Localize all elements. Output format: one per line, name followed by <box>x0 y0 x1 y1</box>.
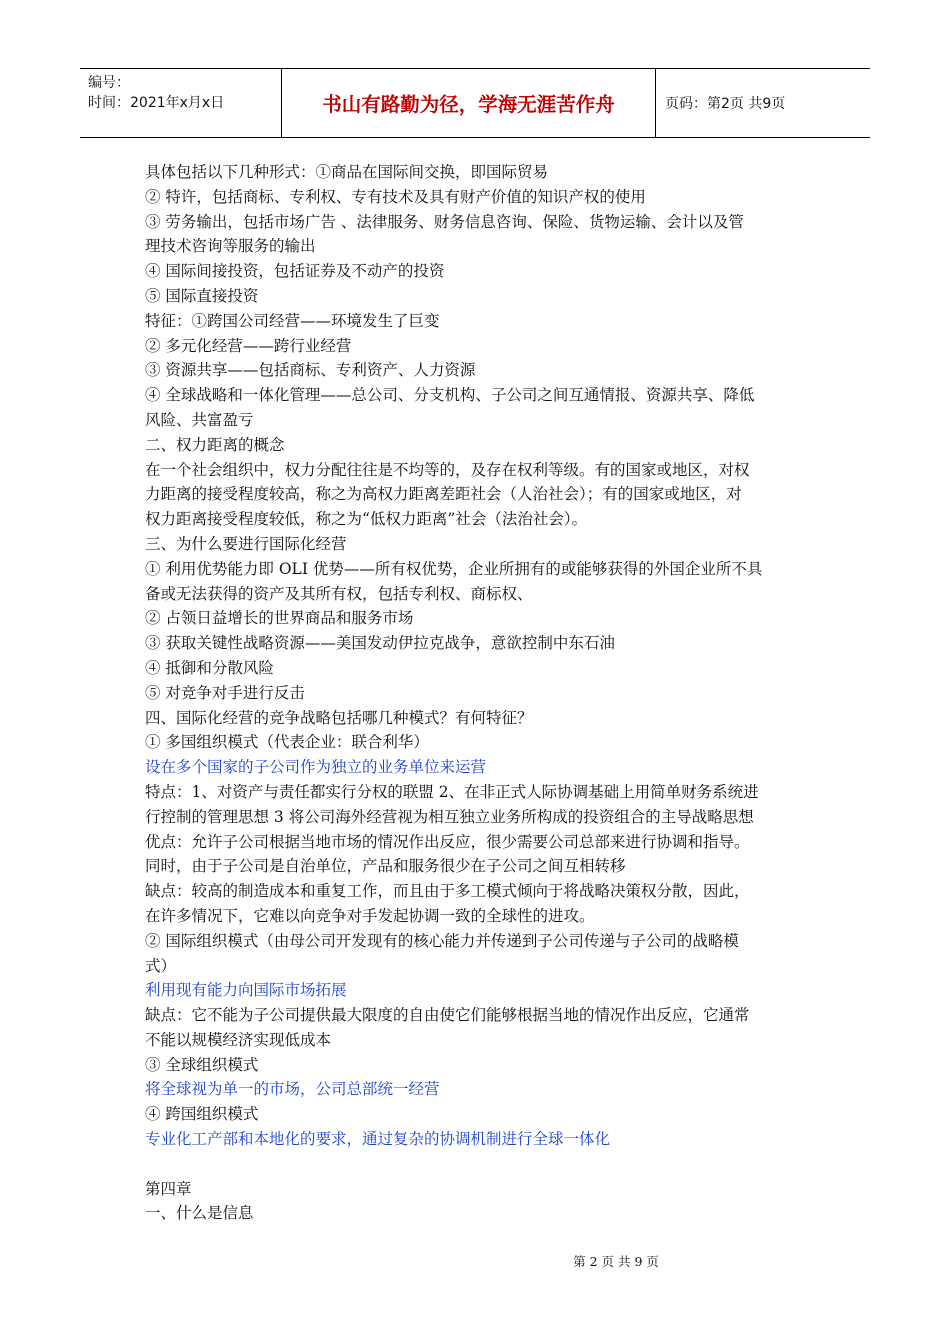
text-line: 二、权力距离的概念 <box>145 435 285 454</box>
text-line: 缺点：较高的制造成本和重复工作，而且由于多工模式倾向于将战略决策权分散，因此， <box>145 882 750 901</box>
serial-label: 编号： <box>88 75 130 91</box>
document-body <box>145 160 811 1226</box>
text-line: 特征：①跨国公司经营——环境发生了巨变 <box>145 311 440 330</box>
text-line: ② 特许，包括商标、专利权、专有技术及具有财产价值的知识产权的使用 <box>145 187 646 206</box>
text-line: ④ 国际间接投资，包括证券及不动产的投资 <box>145 262 445 281</box>
motto: 书山有路勤为径，学海无涯苦作舟 <box>282 69 656 137</box>
text-line: 式） <box>145 956 177 975</box>
text-line: 具体包括以下几种形式：①商品在国际间交换，即国际贸易 <box>145 163 549 181</box>
text-line: ③ 资源共享——包括商标、专利资产、人力资源 <box>145 361 476 380</box>
text-line: 利用现有能力向国际市场拓展 <box>145 981 347 1000</box>
text-line: 理技术咨询等服务的输出 <box>145 237 316 256</box>
text-line: 特点：1、对资产与责任都实行分权的联盟 2、在非正式人际协调基础上用简单财务系统进 <box>145 782 759 801</box>
text-line: ④ 全球战略和一体化管理——总公司、分支机构、子公司之间互通情报、资源共享、降低 <box>145 386 755 405</box>
page-info: 页码：第2页 共9页 <box>665 96 786 112</box>
blank-line <box>145 1152 811 1177</box>
header-left-cell <box>80 69 282 137</box>
text-line: 优点：允许子公司根据当地市场的情况作出反应，很少需要公司总部来进行协调和指导。 <box>145 832 750 851</box>
text-line: ⑤ 对竞争对手进行反击 <box>145 683 305 702</box>
text-line: 缺点：它不能为子公司提供最大限度的自由使它们能够根据当地的情况作出反应，它通常 <box>145 1006 750 1025</box>
text-line: ① 利用优势能力即 OLI 优势——所有权优势，企业所拥有的或能够获得的外国企业所不具 <box>145 559 763 578</box>
text-line: ④ 抵御和分散风险 <box>145 658 274 677</box>
text-line: ② 多元化经营——跨行业经营 <box>145 336 352 355</box>
text-line: ② 国际组织模式（由母公司开发现有的核心能力并传递到子公司传递与子公司的战略模 <box>145 931 739 950</box>
text-line: ③ 获取关键性战略资源——美国发动伊拉克战争，意欲控制中东石油 <box>145 634 615 653</box>
text-line: 一、什么是信息 <box>145 1204 254 1223</box>
text-line: 设在多个国家的子公司作为独立的业务单位来运营 <box>145 758 487 777</box>
text-line: ⑤ 国际直接投资 <box>145 286 259 305</box>
document-header <box>80 68 870 138</box>
text-line: 三、为什么要进行国际化经营 <box>145 534 347 553</box>
text-line: 第四章 <box>145 1179 192 1198</box>
text-line: ① 多国组织模式（代表企业：联合利华） <box>145 733 429 752</box>
text-line: ② 占领日益增长的世界商品和服务市场 <box>145 609 414 628</box>
text-line: 行控制的管理思想 3 将公司海外经营视为相互独立业务所构成的投资组合的主导战略思想 <box>145 807 754 826</box>
text-line: 在许多情况下，它难以向竞争对手发起协调一致的全球性的进攻。 <box>145 906 595 925</box>
page-footer <box>0 1252 950 1270</box>
text-line: 专业化工产部和本地化的要求，通过复杂的协调机制进行全球一体化 <box>145 1130 611 1149</box>
text-line: 将全球视为单一的市场，公司总部统一经营 <box>145 1080 440 1099</box>
text-line: 在一个社会组织中，权力分配往往是不均等的，及存在权利等级。有的国家或地区，对权 <box>145 460 750 479</box>
footer-page-number: 第 2 页 共 9 页 <box>573 1254 659 1269</box>
text-line: 同时，由于子公司是自治单位，产品和服务很少在子公司之间互相转移 <box>145 857 626 876</box>
text-line: ④ 跨国组织模式 <box>145 1105 259 1124</box>
text-line: 四、国际化经营的竞争战略包括哪几种模式？有何特征？ <box>145 708 533 727</box>
text-line: 风险、共富盈亏 <box>145 410 254 429</box>
text-line: 力距离的接受程度较高，称之为高权力距离差距社会（人治社会）；有的国家或地区，对 <box>145 485 742 504</box>
text-line: 权力距离接受程度较低，称之为“低权力距离”社会（法治社会）。 <box>145 510 588 529</box>
text-line: ③ 全球组织模式 <box>145 1055 259 1074</box>
text-line: 备或无法获得的资产及其所有权，包括专利权、商标权、 <box>145 584 533 603</box>
text-line: ③ 劳务输出，包括市场广告 、法律服务、财务信息咨询、保险、货物运输、会计以及管 <box>145 212 744 231</box>
text-line: 不能以规模经济实现低成本 <box>145 1030 332 1049</box>
time-label: 时间：2021年x月x日 <box>88 95 225 111</box>
